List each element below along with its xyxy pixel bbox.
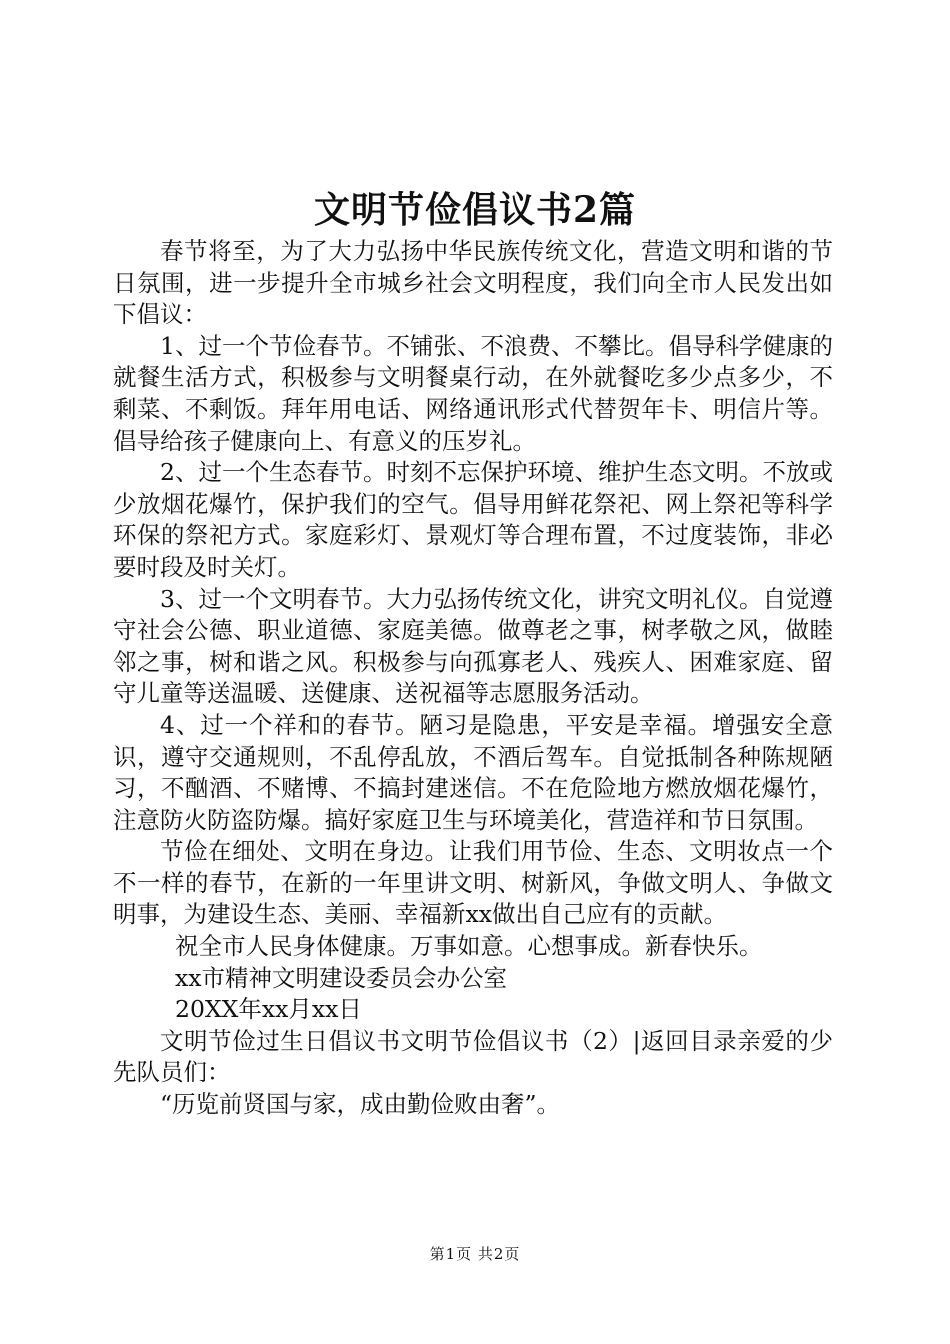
paragraph-wishes: 祝全市人民身体健康。万事如意。心想事成。新春快乐。 bbox=[175, 932, 763, 961]
signature: xx市精神文明建设委员会办公室 bbox=[175, 963, 508, 992]
document-body bbox=[113, 236, 833, 1121]
date: 20XX年xx月xx日 bbox=[175, 995, 362, 1024]
paragraph-conclusion: 节俭在细处、文明在身边。让我们用节俭、生态、文明妆点一个不一样的春节，在新的一年里讲文明、树新风，争做文明人、争做文明事，为建设生态、美丽、幸福新xx做出自己应有的贡献。 bbox=[113, 837, 833, 929]
paragraph-intro: 春节将至，为了大力弘扬中华民族传统文化，营造文明和谐的节日氛围，进一步提升全市城乡社会文明程度，我们向全市人民发出如下倡议： bbox=[113, 237, 833, 329]
document-title: 文明节俭倡议书2篇 bbox=[313, 189, 637, 231]
page-number: 第1页 共2页 bbox=[429, 1245, 521, 1263]
paragraph-next-2: “历览前贤国与家，成由勤俭败由奢”。 bbox=[160, 1090, 561, 1119]
paragraph-item-1: 1、过一个节俭春节。不铺张、不浪费、不攀比。倡导科学健康的就餐生活方式，积极参与文明餐桌行动，在外就餐吃多少点多少，不剩菜、不剩饭。拜年用电话、网络通讯形式代替贺年卡、明信片等。倡导给孩子健康向上、有意义的压岁礼。 bbox=[113, 331, 833, 455]
paragraph-next-1: 文明节俭过生日倡议书文明节俭倡议书（2）|返回目录亲爱的少先队员们： bbox=[113, 1026, 833, 1087]
paragraph-item-2: 2、过一个生态春节。时刻不忘保护环境、维护生态文明。不放或少放烟花爆竹，保护我们的空气。倡导用鲜花祭祀、网上祭祀等科学环保的祭祀方式。家庭彩灯、景观灯等合理布置，不过度装饰，非必要时段及时关灯。 bbox=[113, 458, 833, 581]
paragraph-item-4: 4、过一个祥和的春节。陋习是隐患，平安是幸福。增强安全意识，遵守交通规则，不乱停乱放，不酒后驾车。自觉抵制各种陈规陋习，不酗酒、不赌博、不搞封建迷信。不在危险地方燃放烟花爆竹，注意防火防盗防爆。搞好家庭卫生与环境美化，营造祥和节日氛围。 bbox=[113, 710, 833, 834]
paragraph-item-3: 3、过一个文明春节。大力弘扬传统文化，讲究文明礼仪。自觉遵守社会公德、职业道德、家庭美德。做尊老之事，树孝敬之风，做睦邻之事，树和谐之风。积极参与向孤寡老人、残疾人、困难家庭、留守儿童等送温暖、送健康、送祝福等志愿服务活动。 bbox=[113, 584, 833, 708]
